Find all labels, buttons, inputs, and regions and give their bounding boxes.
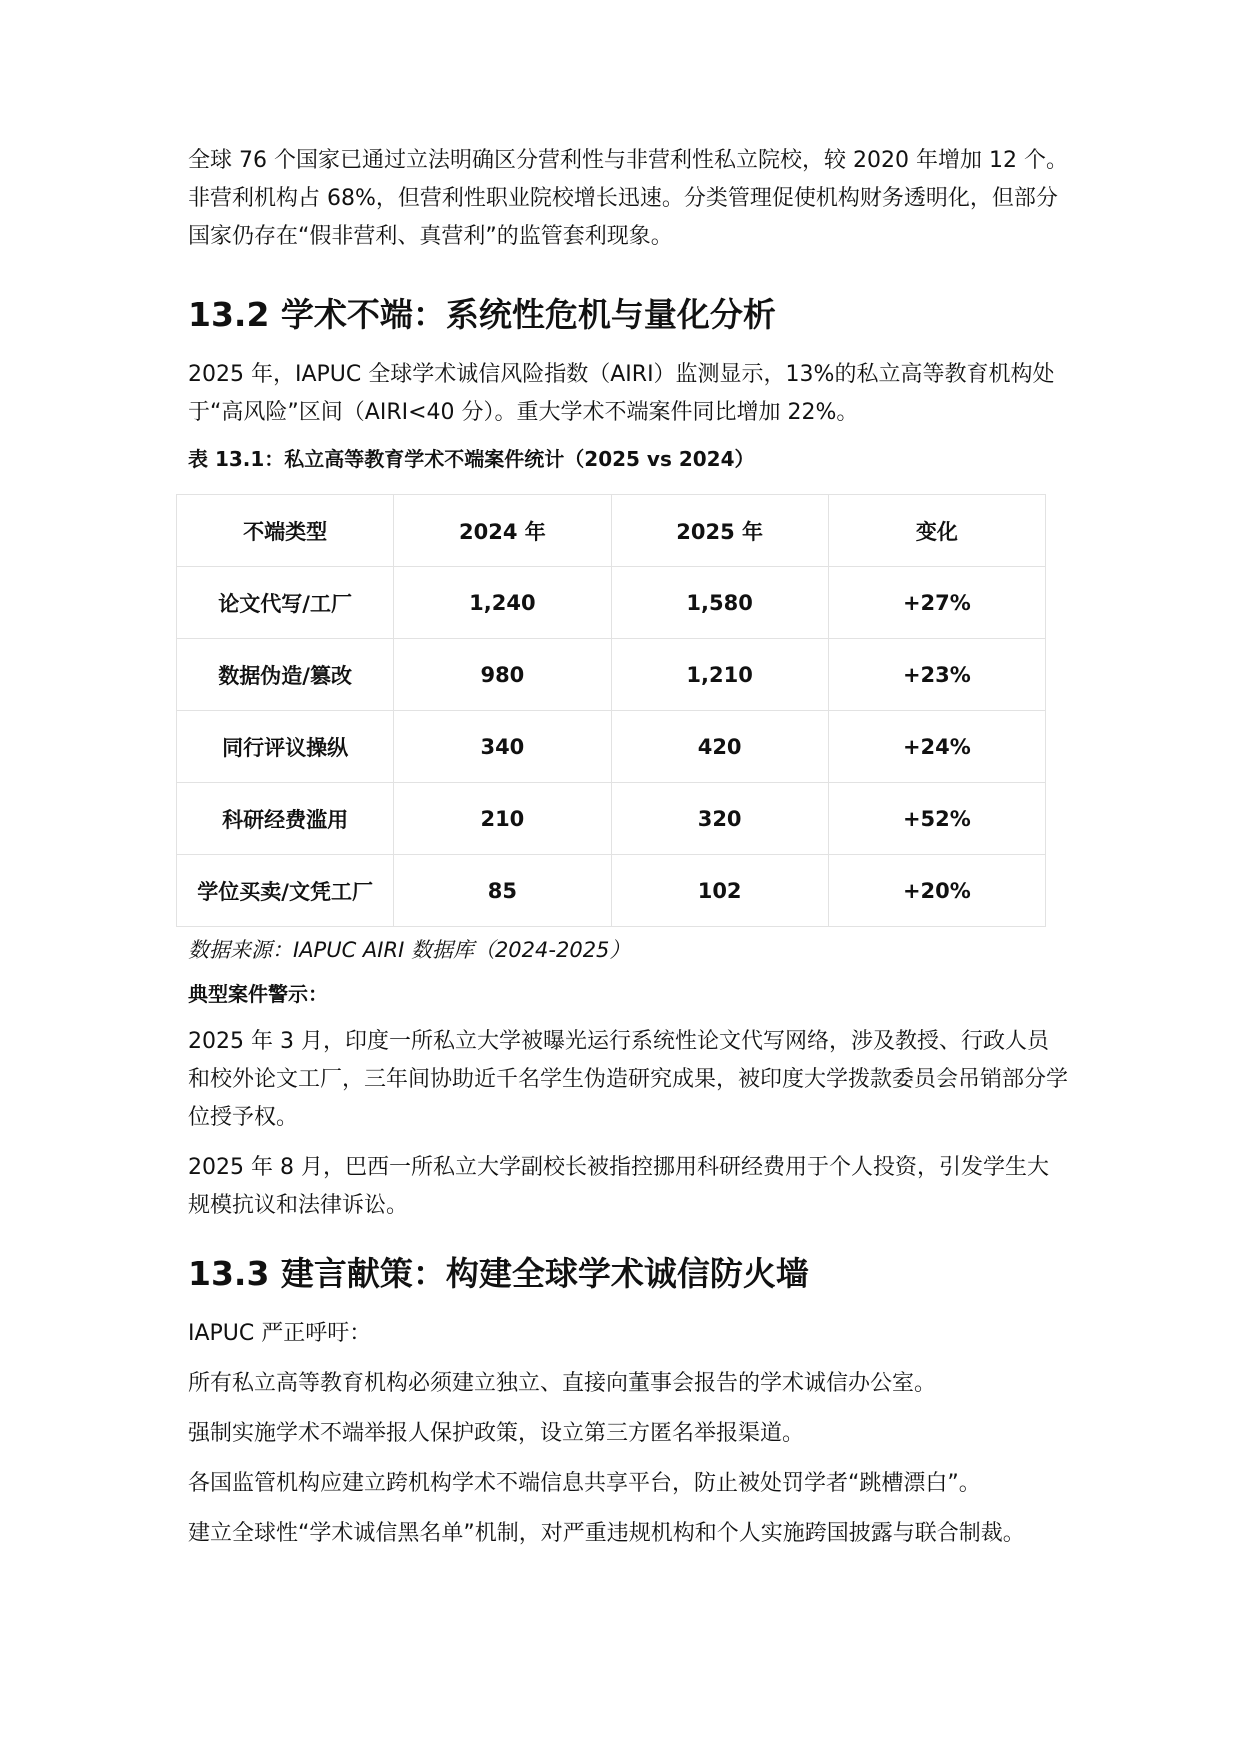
table-cell-2024: 980	[394, 639, 611, 711]
table-cell-change: +20%	[828, 855, 1045, 927]
table-cell-2024: 1,240	[394, 567, 611, 639]
table-cell-change: +52%	[828, 783, 1045, 855]
case-paragraph: 2025 年 3 月，印度一所私立大学被曝光运行系统性论文代写网络，涉及教授、行政人员和校外论文工厂，三年间协助近千名学生伪造研究成果，被印度大学拨款委员会吊销部分学位授予权。	[188, 1029, 1069, 1130]
intro-paragraph: 全球 76 个国家已通过立法明确区分营利性与非营利性私立院校，较 2020 年增加 12 个。非营利机构占 68%，但营利性职业院校增长迅速。分类管理促使机构财务透明化，但部分国家仍存在“假非营利、真营利”的监管套利现象。	[188, 148, 1068, 249]
table-cell-change: +23%	[828, 639, 1045, 711]
table-row	[177, 567, 1046, 639]
table-header-row	[177, 495, 1046, 567]
recommendation-item: 各国监管机构应建立跨机构学术不端信息共享平台，防止被处罚学者“跳槽漂白”。	[188, 1471, 981, 1496]
table-row	[177, 855, 1046, 927]
table-cell-change: +27%	[828, 567, 1045, 639]
table-cell-2024: 210	[394, 783, 611, 855]
recommendation-item: 强制实施学术不端举报人保护政策，设立第三方匿名举报渠道。	[188, 1421, 805, 1446]
table-cell-type: 论文代写/工厂	[177, 567, 394, 639]
table-cell-change: +24%	[828, 711, 1045, 783]
section-13-2-paragraph: 2025 年，IAPUC 全球学术诚信风险指数（AIRI）监测显示，13%的私立高等教育机构处于“高风险”区间（AIRI<40 分）。重大学术不端案件同比增加 22%。	[188, 362, 1055, 425]
misconduct-table	[176, 494, 1046, 927]
table-header-cell: 2025 年	[611, 495, 828, 567]
table-cell-type: 科研经费滥用	[177, 783, 394, 855]
table-cell-2024: 340	[394, 711, 611, 783]
document-page	[188, 142, 1068, 1565]
section-13-3-intro: IAPUC 严正呼吁：	[188, 1321, 372, 1346]
data-source-note: 数据来源：IAPUC AIRI 数据库（2024-2025）	[188, 938, 631, 962]
table-caption: 表 13.1：私立高等教育学术不端案件统计（2025 vs 2024）	[188, 447, 755, 471]
table-cell-2025: 102	[611, 855, 828, 927]
table-header-cell: 2024 年	[394, 495, 611, 567]
case-paragraph: 2025 年 8 月，巴西一所私立大学副校长被指控挪用科研经费用于个人投资，引发学生大规模抗议和法律诉讼。	[188, 1155, 1049, 1218]
table-row	[177, 711, 1046, 783]
table-cell-type: 同行评议操纵	[177, 711, 394, 783]
recommendation-item: 所有私立高等教育机构必须建立独立、直接向董事会报告的学术诚信办公室。	[188, 1371, 937, 1396]
table-header-cell: 不端类型	[177, 495, 394, 567]
table-row	[177, 639, 1046, 711]
table-header-cell: 变化	[828, 495, 1045, 567]
table-cell-2025: 320	[611, 783, 828, 855]
table-cell-2025: 420	[611, 711, 828, 783]
table-cell-type: 数据伪造/篡改	[177, 639, 394, 711]
cases-title: 典型案件警示：	[188, 982, 328, 1006]
table-cell-2025: 1,580	[611, 567, 828, 639]
table-cell-2025: 1,210	[611, 639, 828, 711]
section-13-2-heading: 13.2 学术不端：系统性危机与量化分析	[188, 295, 776, 334]
recommendation-item: 建立全球性“学术诚信黑名单”机制，对严重违规机构和个人实施跨国披露与联合制裁。	[188, 1521, 1025, 1546]
table-cell-2024: 85	[394, 855, 611, 927]
section-13-3-heading: 13.3 建言献策：构建全球学术诚信防火墙	[188, 1254, 809, 1293]
table-row	[177, 783, 1046, 855]
table-cell-type: 学位买卖/文凭工厂	[177, 855, 394, 927]
